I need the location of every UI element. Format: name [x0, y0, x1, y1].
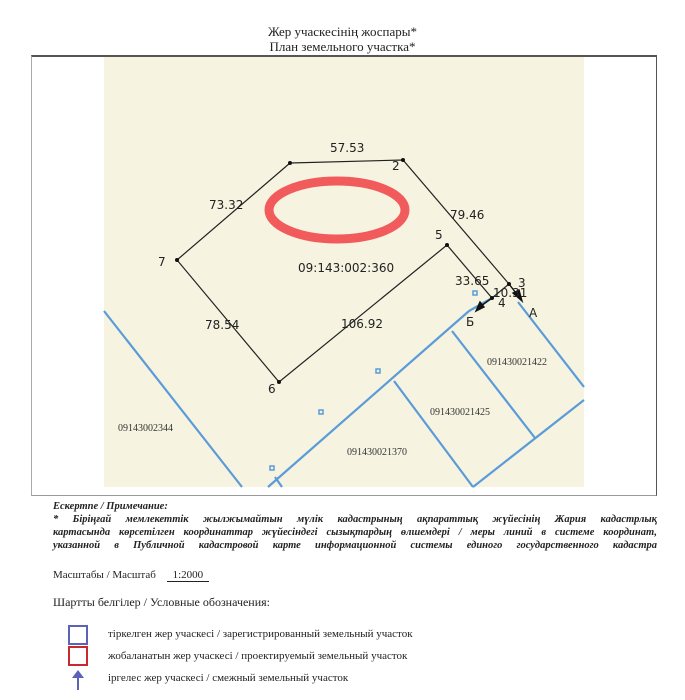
up-arrow-icon — [68, 669, 88, 689]
map-frame — [31, 55, 657, 496]
blue-square-icon — [68, 625, 88, 645]
note-line-3: указанной в Публичной кадастровой карте информационной системы единого государственного кадастра — [53, 540, 657, 551]
note-line-1: * Біріңғай мемлекеттік жылжымайтын мүлік кадастрының ақпараттық жүйесінің Жария кадастрлық — [53, 514, 657, 525]
legend-title: Шартты белгілер / Условные обозначения: — [53, 595, 271, 609]
title-kz: Жер учаскесінің жоспары* — [267, 24, 418, 39]
vertex-label-3: 3 — [518, 276, 526, 290]
vertex-label-6: 6 — [268, 382, 276, 396]
note-heading: Ескертпе / Примечание: — [53, 501, 168, 512]
parcel-map — [32, 57, 657, 496]
vertex-label-5: 5 — [435, 228, 443, 242]
segment-length-2-3: 79.46 — [450, 208, 485, 222]
legend-label-registered: тіркелген жер учаскесі / зарегистрированный земельный участок — [108, 628, 413, 640]
vertex-label-4: 4 — [498, 296, 506, 310]
segment-length-1-2: 57.53 — [330, 141, 365, 155]
segment-length-3-4: 10.31 — [493, 286, 528, 300]
legend-label-projected: жобаланатын жер учаскесі / проектируемый земельный участок — [108, 650, 408, 662]
neighbor-parcel-091430021425: 091430021425 — [430, 407, 490, 418]
adjacent-marker-a: А — [529, 306, 538, 320]
segment-length-7-1: 73.32 — [209, 198, 244, 212]
parcel-cadastral-number: 09:143:002:360 — [298, 261, 395, 275]
note-line-2: картасында көрсетілген координаттар жүйесіндегі сызықтардың өлшемдері / меры линий в системе координат, — [53, 527, 657, 538]
scale-value: 1:2000 — [167, 569, 210, 582]
neighbor-parcel-091430021370: 091430021370 — [347, 447, 407, 458]
segment-length-6-7: 78.54 — [205, 318, 240, 332]
scale-label: Масштабы / Масштаб — [53, 569, 156, 581]
vertex-label-2: 2 — [392, 159, 400, 173]
vertex-label-7: 7 — [158, 255, 166, 269]
note-section — [53, 500, 657, 552]
segment-length-4-5: 33.65 — [455, 274, 490, 288]
adjacent-marker-b: Б — [466, 315, 475, 329]
segment-length-5-6: 106.92 — [341, 317, 383, 331]
plan-title — [0, 24, 685, 54]
scale-row — [53, 569, 209, 582]
red-square-icon — [68, 646, 88, 666]
neighbor-parcel-091430021422: 091430021422 — [487, 357, 547, 368]
title-ru: План земельного участка* — [269, 39, 416, 54]
legend-label-adjacent: іргелес жер учаскесі / смежный земельный участок — [108, 672, 349, 684]
neighbor-parcel-09143002344: 09143002344 — [118, 423, 173, 434]
